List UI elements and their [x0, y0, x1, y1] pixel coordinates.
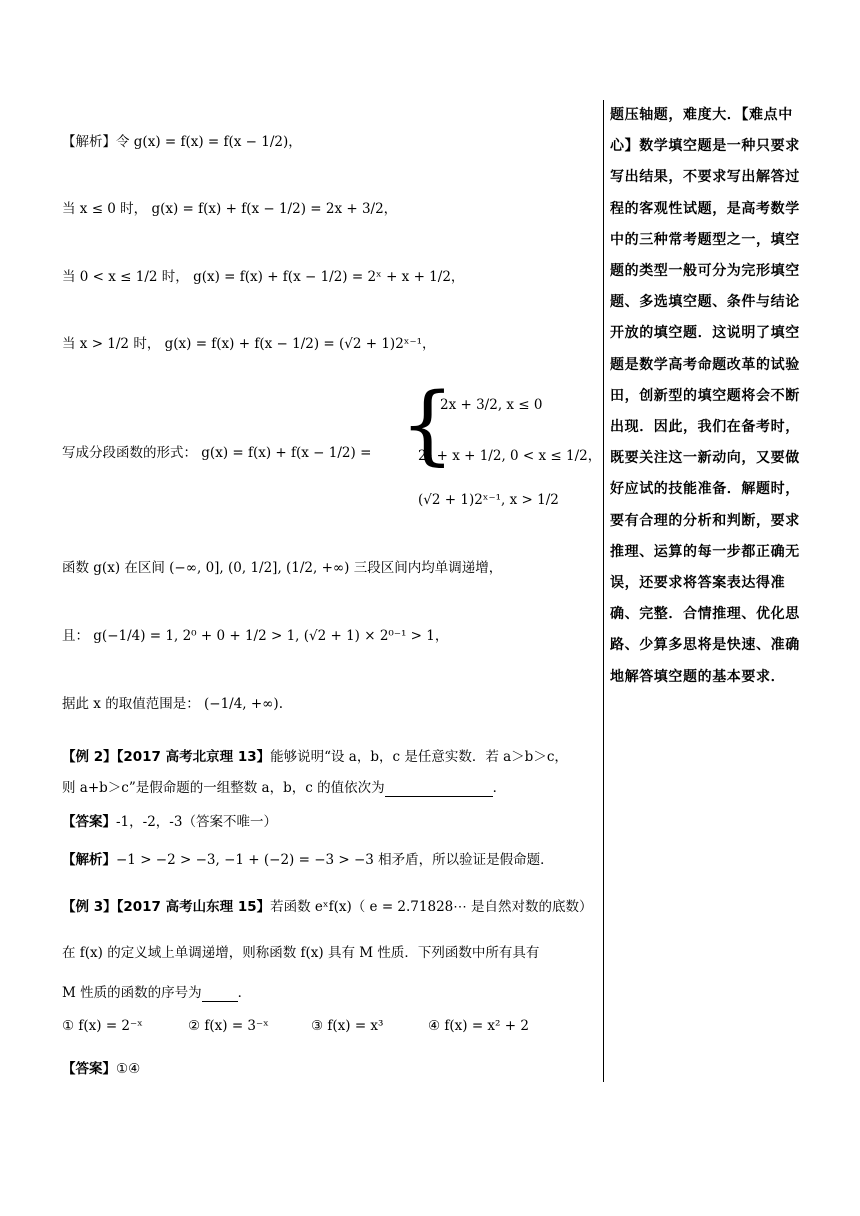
example-3-line-2: 在 f(x) 的定义域上单调递增，则称函数 f(x) 具有 M 性质．下列函数中所有具有: [62, 945, 540, 961]
piecewise-case-1: 2x + 3/2, x ≤ 0: [440, 397, 543, 413]
example-2-line-2: [62, 776, 506, 797]
example-3-line-3: [62, 981, 251, 1002]
option-4: ④ f(x) = x² + 2: [428, 1018, 529, 1034]
example-2-end: ．: [492, 780, 507, 796]
example-2-answer-blank: [385, 780, 493, 797]
example-3-text: 若函数 eˣf(x)（ e = 2.71828⋯ 是自然对数的底数）: [270, 899, 593, 915]
piecewise-case-2: 2ˣ + x + 1/2, 0 < x ≤ 1/2，: [418, 448, 602, 464]
example-3-label: 【例 3】【2017 高考山东理 15】: [62, 899, 271, 915]
side-note: 题压轴题，难度大．【难点中心】数学填空题是一种只要求写出结果，不要求写出解答过程的客观性试题，是高考数学中的三种常考题型之一，填空题的类型一般可分为完形填空题、多选填空题、条件与结论开放的填空题．这说明了填空题是数学高考命题改革的试验田，创新型的填空题将会不断出现．因此，我们在备考时，既要关注这一新动向，又要做好应试的技能准备．解题时，要有合理的分析和判断，要求推理、运算的每一步都正确无误，还要求将答案表达得准确、完整．合情推理、优化思路、少算多思将是快速、准确地解答填空题的基本要求．: [610, 107, 800, 685]
piecewise-prefix: 写成分段函数的形式： g(x) = f(x) + f(x − 1/2) =: [62, 445, 372, 461]
solution-line-3: 当 0 < x ≤ 1/2 时， g(x) = f(x) + f(x − 1/2) = 2ˣ + x + 1/2，: [62, 269, 465, 285]
solution-line-2: 当 x ≤ 0 时， g(x) = f(x) + f(x − 1/2) = 2x + 3/2，: [62, 201, 398, 217]
column-divider: [603, 100, 604, 1082]
answer-2-line: [62, 810, 277, 830]
example-3-line-1: [62, 895, 593, 915]
solution-line-4: 当 x > 1/2 时， g(x) = f(x) + f(x − 1/2) = (√2 + 1)2ˣ⁻¹，: [62, 336, 436, 352]
option-1: ① f(x) = 2⁻ˣ: [62, 1018, 143, 1034]
example-2-text: 能够说明“设 a，b，c 是任意实数．若 a＞b＞c，: [270, 749, 568, 765]
example-2-text-2: 则 a+b＞c”是假命题的一组整数 a，b，c 的值依次为: [62, 780, 385, 796]
example-3-answer-blank: [202, 985, 238, 1002]
answer-3-label: 【答案】: [62, 1061, 116, 1077]
piecewise-case-3: (√2 + 1)2ˣ⁻¹, x > 1/2: [418, 492, 559, 508]
answer-2-text: -1，-2，-3（答案不唯一）: [116, 814, 277, 830]
solution-line-6: 函数 g(x) 在区间 (−∞, 0], (0, 1/2], (1/2, +∞) 三段区间内均单调递增，: [62, 560, 503, 576]
example-3-text-3: M 性质的函数的序号为: [62, 985, 202, 1001]
example-2-label: 【例 2】【2017 高考北京理 13】: [62, 749, 271, 765]
answer-3-text: ①④: [116, 1061, 141, 1077]
solution-2-label: 【解析】: [62, 852, 116, 868]
piecewise-brace: {: [400, 375, 455, 475]
answer-2-label: 【答案】: [62, 814, 116, 830]
solution-line-8: 据此 x 的取值范围是： (−1/4, +∞).: [62, 696, 283, 712]
example-3-end: ．: [237, 985, 252, 1001]
option-2: ② f(x) = 3⁻ˣ: [188, 1018, 269, 1034]
answer-3-line: [62, 1057, 140, 1077]
example-2-line-1: [62, 745, 568, 765]
solution-2-line: [62, 848, 554, 868]
solution-line-1: 【解析】令 g(x) = f(x) = f(x − 1/2)，: [62, 134, 302, 150]
solution-line-7: 且： g(−1/4) = 1, 2⁰ + 0 + 1/2 > 1, (√2 + 1) × 2⁰⁻¹ > 1，: [62, 628, 449, 644]
option-3: ③ f(x) = x³: [311, 1018, 384, 1034]
solution-2-text: −1 > −2 > −3, −1 + (−2) = −3 > −3 相矛盾，所以验证是假命题．: [116, 852, 554, 868]
